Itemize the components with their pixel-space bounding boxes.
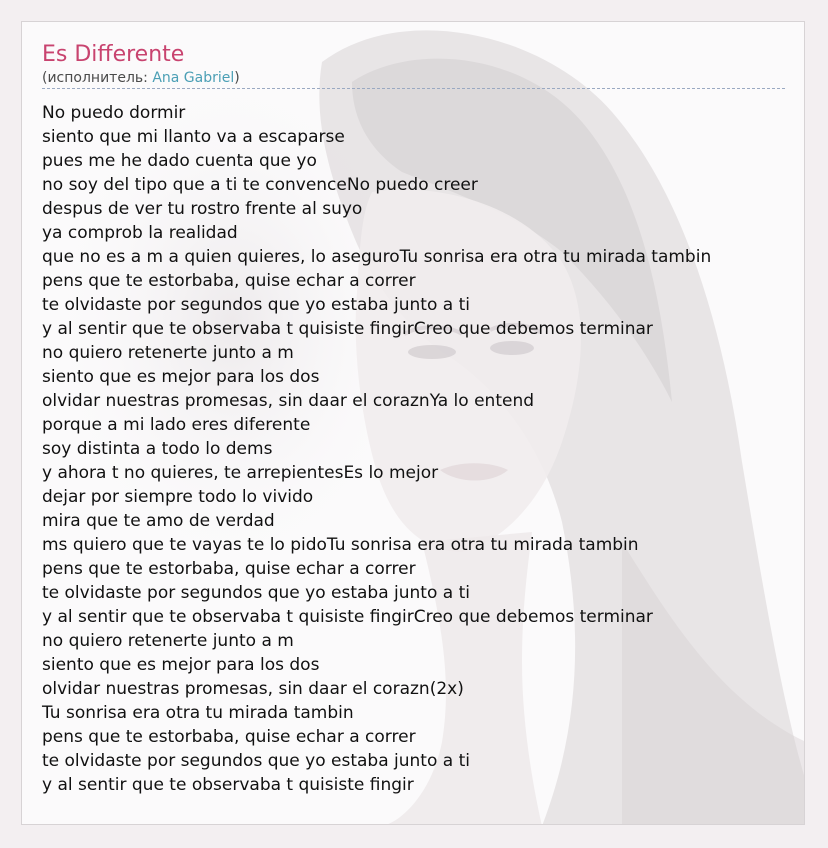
lyrics-text	[42, 101, 784, 797]
lyric-line: ms quiero que te vayas te lo pidoTu sonrisa era otra tu mirada tambin	[42, 535, 639, 555]
lyric-line: que no es a m a quien quieres, lo aseguroTu sonrisa era otra tu mirada tambin	[42, 247, 712, 267]
title-divider	[42, 88, 785, 89]
lyric-line: y al sentir que te observaba t quisiste fingir	[42, 775, 414, 795]
byline-prefix: (исполнитель:	[42, 70, 153, 86]
lyric-line: mira que te amo de verdad	[42, 511, 275, 531]
lyric-line: y al sentir que te observaba t quisiste fingirCreo que debemos terminar	[42, 607, 653, 627]
lyrics-card	[21, 21, 805, 825]
lyric-line: no quiero retenerte junto a m	[42, 631, 294, 651]
lyric-line: y al sentir que te observaba t quisiste fingirCreo que debemos terminar	[42, 319, 653, 339]
song-content	[42, 41, 784, 797]
lyric-line: siento que es mejor para los dos	[42, 655, 320, 675]
lyric-line: olvidar nuestras promesas, sin daar el corazn(2x)	[42, 679, 464, 699]
lyric-line: no soy del tipo que a ti te convenceNo puedo creer	[42, 175, 478, 195]
lyric-line: dejar por siempre todo lo vivido	[42, 487, 314, 507]
lyric-line: te olvidaste por segundos que yo estaba junto a ti	[42, 583, 470, 603]
lyric-line: no quiero retenerte junto a m	[42, 343, 294, 363]
lyric-line: ya comprob la realidad	[42, 223, 238, 243]
lyric-line: pens que te estorbaba, quise echar a correr	[42, 271, 416, 291]
lyric-line: siento que mi llanto va a escaparse	[42, 127, 345, 147]
lyric-line: te olvidaste por segundos que yo estaba junto a ti	[42, 295, 470, 315]
lyric-line: te olvidaste por segundos que yo estaba junto a ti	[42, 751, 470, 771]
lyric-line: No puedo dormir	[42, 103, 186, 123]
lyric-line: siento que es mejor para los dos	[42, 367, 320, 387]
byline-suffix: )	[234, 70, 240, 86]
lyric-line: despus de ver tu rostro frente al suyo	[42, 199, 363, 219]
lyric-line: olvidar nuestras promesas, sin daar el coraznYa lo entend	[42, 391, 535, 411]
lyric-line: pues me he dado cuenta que yo	[42, 151, 317, 171]
lyric-line: pens que te estorbaba, quise echar a correr	[42, 727, 416, 747]
lyric-line: soy distinta a todo lo dems	[42, 439, 273, 459]
artist-byline	[42, 69, 784, 87]
lyric-line: y ahora t no quieres, te arrepientesEs lo mejor	[42, 463, 439, 483]
song-title: Es Differente	[42, 42, 185, 67]
lyric-line: Tu sonrisa era otra tu mirada tambin	[42, 703, 354, 723]
lyric-line: pens que te estorbaba, quise echar a correr	[42, 559, 416, 579]
lyric-line: porque a mi lado eres diferente	[42, 415, 311, 435]
artist-link[interactable]: Ana Gabriel	[152, 70, 235, 86]
